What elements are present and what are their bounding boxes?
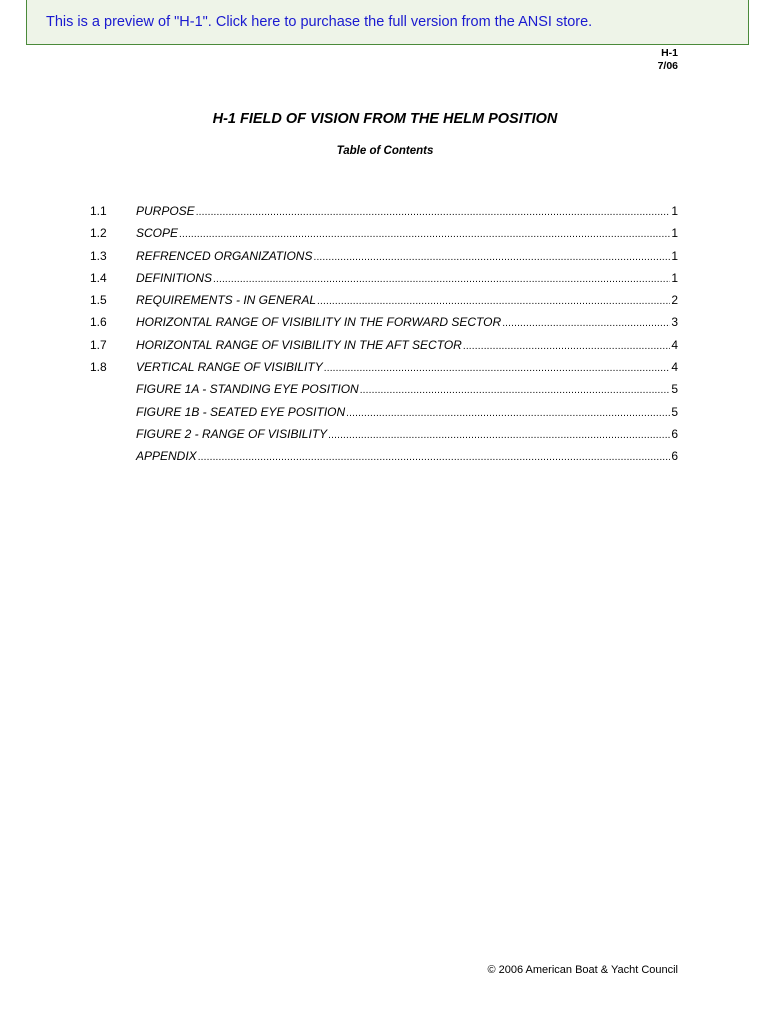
toc-entry-label: DEFINITIONS: [136, 270, 213, 285]
toc-entry-label: HORIZONTAL RANGE OF VISIBILITY IN THE AFT SECTOR: [136, 337, 462, 352]
toc-dot-leader: [213, 274, 670, 285]
purchase-preview-banner[interactable]: [26, 0, 749, 45]
toc-entry-page: 1: [671, 248, 678, 263]
toc-entry-number: 1.6: [90, 315, 107, 330]
toc-entry-page: 5: [671, 382, 678, 397]
toc-entry-number: 1.2: [90, 226, 107, 241]
toc-entry-number: 1.1: [90, 204, 107, 218]
toc-dot-leader: [313, 252, 670, 263]
toc-entry-number: 1.7: [90, 337, 107, 352]
toc-entry[interactable]: [90, 405, 678, 427]
toc-dot-leader: [328, 430, 670, 441]
toc-entry[interactable]: [90, 226, 678, 248]
toc-entry-page: 1: [671, 204, 678, 218]
toc-entry-page: 1: [671, 226, 678, 241]
toc-dot-leader: [360, 385, 671, 396]
toc-entry-label: REQUIREMENTS - IN GENERAL: [136, 293, 317, 308]
toc-entry-page: 6: [671, 449, 678, 464]
toc-entry[interactable]: [90, 271, 678, 293]
toc-entry-label: VERTICAL RANGE OF VISIBILITY: [136, 360, 323, 375]
toc-entry-label: SCOPE: [136, 226, 179, 241]
toc-entry[interactable]: [90, 449, 678, 471]
toc-entry-page: 1: [671, 270, 678, 285]
purchase-link[interactable]: This is a preview of "H-1". Click here to purchase the full version from the ANSI store.: [46, 14, 593, 30]
toc-entry-page: 3: [671, 315, 678, 330]
toc-entry[interactable]: [90, 249, 678, 271]
document-code: H-1: [661, 47, 678, 59]
toc-entry-label: FIGURE 1A - STANDING EYE POSITION: [136, 382, 359, 397]
toc-dot-leader: [324, 363, 671, 374]
toc-entry[interactable]: [90, 427, 678, 449]
toc-entry-page: 4: [671, 360, 678, 375]
toc-dot-leader: [463, 341, 670, 352]
toc-entry-page: 2: [671, 293, 678, 308]
toc-dot-leader: [198, 452, 671, 463]
toc-entry[interactable]: [90, 204, 678, 226]
toc-entry-number: 1.4: [90, 270, 107, 285]
toc-entry-number: 1.3: [90, 248, 107, 263]
toc-dot-leader: [346, 408, 670, 419]
toc-entry[interactable]: [90, 293, 678, 315]
toc-entry[interactable]: [90, 338, 678, 360]
toc-entry-label: FIGURE 1B - SEATED EYE POSITION: [136, 404, 346, 419]
toc-entry[interactable]: [90, 315, 678, 337]
toc-dot-leader: [502, 318, 670, 329]
toc-entry-page: 4: [671, 337, 678, 352]
toc-entry-label: APPENDIX: [136, 449, 197, 464]
toc-entry[interactable]: [90, 360, 678, 382]
copyright-footer: © 2006 American Boat & Yacht Council: [487, 964, 678, 976]
document-title: H-1 FIELD OF VISION FROM THE HELM POSITION: [212, 111, 558, 127]
toc-entry-page: 6: [671, 426, 678, 441]
toc-dot-leader: [179, 229, 670, 240]
toc-dot-leader: [317, 296, 670, 307]
toc-entry-label: FIGURE 2 - RANGE OF VISIBILITY: [136, 426, 328, 441]
toc-entry-label: HORIZONTAL RANGE OF VISIBILITY IN THE FORWARD SECTOR: [136, 315, 502, 330]
toc-entry-number: 1.5: [90, 293, 107, 308]
toc-heading: Table of Contents: [336, 145, 434, 157]
document-identifier: [658, 47, 678, 73]
toc-entry-number: 1.8: [90, 360, 107, 375]
table-of-contents: [90, 204, 678, 472]
toc-entry-label: REFRENCED ORGANIZATIONS: [136, 248, 313, 263]
toc-dot-leader: [196, 207, 671, 218]
toc-entry-label: PURPOSE: [136, 204, 195, 218]
toc-entry-page: 5: [671, 404, 678, 419]
document-date: 7/06: [657, 60, 678, 72]
toc-entry[interactable]: [90, 382, 678, 404]
